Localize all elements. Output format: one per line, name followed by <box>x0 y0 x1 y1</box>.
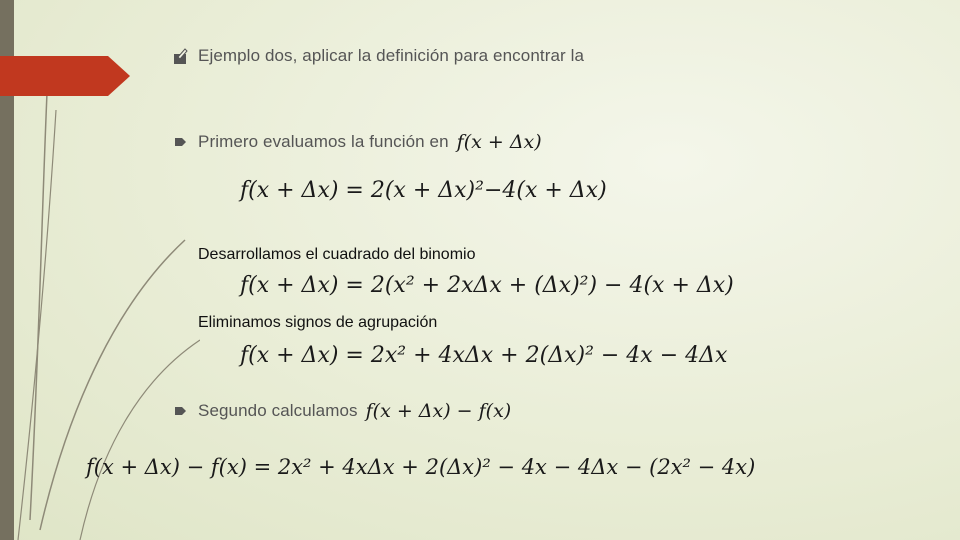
equation-3: f(x + Δx) = 2x² + 4xΔx + 2(Δx)² − 4x − 4Δx <box>240 343 728 368</box>
bullet-1-text: Ejemplo dos, aplicar la definición para encontrar la <box>198 46 585 65</box>
bullet-item-2 <box>172 131 542 153</box>
equation-4: f(x + Δx) − f(x) = 2x² + 4xΔx + 2(Δx)² − 4x − 4Δx − (2x² − 4x) <box>86 455 756 479</box>
note-remove-grouping: Eliminamos signos de agrupación <box>198 314 438 331</box>
bullet-2-text: Primero evaluamos la función en <box>198 132 449 151</box>
bullet-item-1 <box>172 46 584 66</box>
equation-2: f(x + Δx) = 2(x² + 2xΔx + (Δx)²) − 4(x + Δx) <box>240 273 734 298</box>
title-accent-tab <box>0 56 130 96</box>
equation-1: f(x + Δx) = 2(x + Δx)²−4(x + Δx) <box>240 178 607 203</box>
arrow-bullet-icon <box>172 405 190 417</box>
bullet-3-text: Segundo calculamos <box>198 401 358 420</box>
arrow-bullet-icon <box>172 136 190 148</box>
note-develop-square: Desarrollamos el cuadrado del binomio <box>198 246 476 263</box>
pencil-square-icon <box>172 47 190 65</box>
bullet-2-math: f(x + Δx) <box>456 131 542 153</box>
bullet-3-math: f(x + Δx) − f(x) <box>365 400 512 422</box>
bullet-item-3 <box>172 400 511 422</box>
